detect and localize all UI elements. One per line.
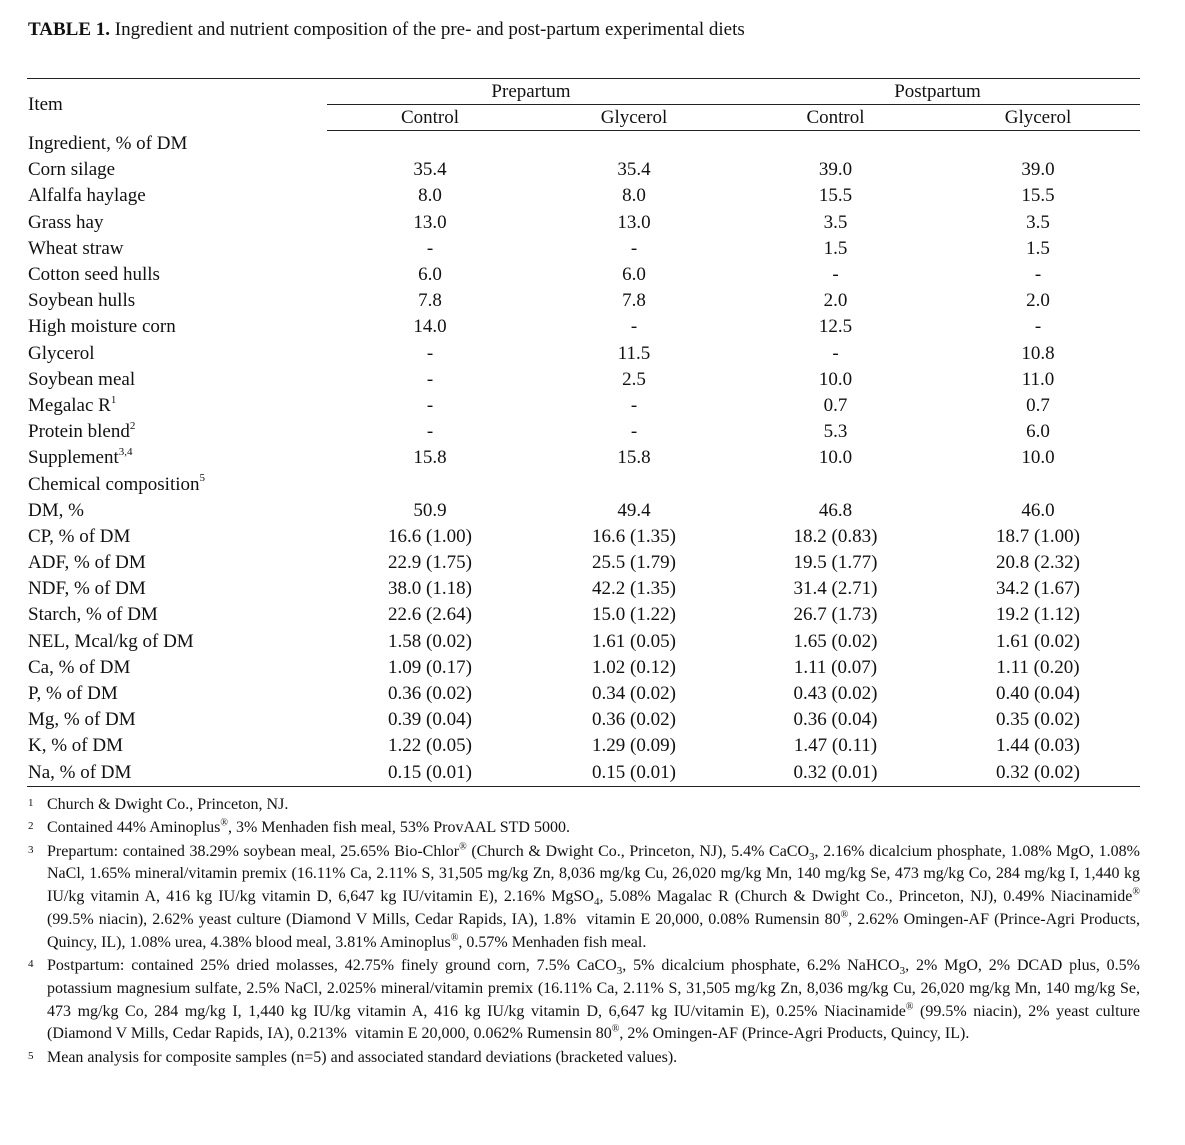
row-label [27,183,327,209]
footnote-text: Postpartum: contained 25% dried molasses, 42.75% finely ground corn, 7.5% CaCO$_3$, 5% dicalcium phosphate, 6.2% NaHCO$_3$, 2% MgO, 2% DCAD plus, 0.5% potassium magnesium sulfate, 2.5% NaCl, 2.025% mineral/vitamin premix (16.11% Ca, 2.11% S, 31,505 mg/kg Zn, 8,036 mg/kg Cu, 26,020 mg/kg Mn, 140 mg/kg Se, 473 mg/kg Co, 284 mg/kg I, 1,440 kg IU/kg vitamin A, 416 kg IU/kg vitamin D, 6,647 kg IU/vitamin E), 0.25% Niacinamide® (99.5% niacin), 2% yeast culture (Diamond V Mills, Cedar Rapids, IA), 0.213% vitamin E 20,000, 0.062% Rumensin 80®, 2% Omingen-AF (Prince-Agri Products, Quincy, IL). [47,957,1141,1043]
cell-value: 15.0 (1.22) [592,604,676,626]
cell-value: 31.4 (2.71) [793,578,878,600]
cell-value: 3.5 [823,211,848,233]
row-label-text: Corn silage [28,159,116,181]
cell-value: 13.0 [413,211,447,233]
table-caption: Ingredient and nutrient composition of the pre- and post-partum experimental diets [114,19,745,40]
table-row [27,629,1140,655]
row-label-text: DM, % [28,499,84,521]
table-title [28,18,745,42]
cell-value: - [630,316,638,338]
cell-value: 1.11 (0.20) [996,656,1080,678]
cell-value: 22.9 (1.75) [388,552,472,574]
cell-value: 0.34 (0.02) [592,683,676,705]
cell-value [327,131,533,158]
footnote-text: Church & Dwight Co., Princeton, NJ. [47,796,289,813]
table-row [27,707,1140,733]
cell-value: 1.5 [1026,237,1050,259]
cell-value: 8.0 [622,185,646,207]
cell-value: - [832,264,839,286]
cell-value: 12.5 [818,316,853,338]
row-label [27,367,327,393]
cell-value: 39.0 [1021,159,1055,181]
table-row [27,262,1140,288]
cell-value: 46.8 [818,499,853,521]
cell-value: - [426,368,434,390]
item-header: Item [27,79,327,131]
cell-value: - [630,394,638,416]
cell-value: 1.02 (0.12) [592,656,676,678]
footnote-mark: 4 [28,958,34,971]
row-label-text: NEL, Mcal/kg of DM [28,630,194,652]
row-label [27,576,327,602]
table-row [27,550,1140,576]
row-label-text: K, % of DM [28,735,123,757]
group-prepartum: Prepartum [327,79,735,105]
table-row [27,681,1140,707]
table-row [27,445,1140,471]
cell-value: 5.3 [823,421,848,443]
cell-value: 35.4 [413,159,447,181]
cell-value [936,131,1140,158]
row-label-text: Protein blend [28,421,130,443]
row-label-text: Ca, % of DM [28,656,131,678]
row-label [27,760,327,787]
cell-value: 0.32 (0.01) [735,760,936,787]
footnote-ref: 3,4 [118,446,133,459]
row-label-text: Glycerol [28,342,95,364]
cell-value: 11.5 [617,342,651,364]
cell-value: 0.7 [1026,394,1050,416]
cell-value: 2.5 [622,368,646,390]
cell-value: 10.0 [818,447,853,469]
cell-value: 1.29 (0.09) [592,735,676,757]
footnote-5 [28,1047,1140,1070]
cell-value: 6.0 [418,264,442,286]
cell-value: 0.35 (0.02) [996,709,1080,731]
footnote-4 [28,955,1140,1046]
cell-value: 1.44 (0.03) [996,735,1080,757]
cell-value: 0.15 (0.01) [327,760,533,787]
cell-value: 0.7 [823,394,848,416]
row-label-text: Cotton seed hulls [28,264,160,286]
row-label-text: Na, % of DM [28,761,132,783]
row-label [27,471,327,497]
table-label: TABLE 1. [28,19,111,40]
table-row [27,498,1140,524]
cell-value: 1.5 [823,237,848,259]
group-postpartum: Postpartum [735,79,1140,105]
row-label-text: ADF, % of DM [28,552,146,574]
cell-value: - [630,237,638,259]
cell-value: 0.36 (0.04) [793,709,878,731]
table-row [27,210,1140,236]
cell-value: 10.0 [1021,447,1055,469]
cell-value: 46.0 [1021,499,1055,521]
cell-value: 7.8 [418,290,442,312]
cell-value: 8.0 [418,185,442,207]
cell-value: 6.0 [1026,421,1050,443]
row-label [27,314,327,340]
composition-table [27,78,1140,787]
cell-value: 0.32 (0.02) [936,760,1140,787]
cell-value: 42.2 (1.35) [592,578,676,600]
row-label [27,707,327,733]
cell-value [533,471,735,497]
cell-value [735,471,936,497]
row-label-text: High moisture corn [28,316,176,338]
cell-value: 34.2 (1.67) [996,578,1080,600]
subheader-prepartum-glycerol: Glycerol [533,105,735,131]
row-label [27,524,327,550]
cell-value: 15.8 [617,447,651,469]
row-label-text: Ingredient, % of DM [28,132,188,154]
cell-value: 7.8 [622,290,646,312]
cell-value [533,131,735,158]
row-label [27,419,327,445]
cell-value: 0.36 (0.02) [388,683,472,705]
section-row [27,471,1140,497]
cell-value: - [1034,316,1042,338]
subheader-prepartum-control: Control [327,105,533,131]
cell-value: 0.43 (0.02) [793,683,878,705]
cell-value: 1.61 (0.02) [996,630,1080,652]
cell-value: 16.6 (1.00) [388,525,472,547]
table-row [27,393,1140,419]
cell-value: 15.8 [413,447,447,469]
row-label [27,341,327,367]
cell-value: 16.6 (1.35) [592,525,676,547]
cell-value: 25.5 (1.79) [592,552,676,574]
row-label [27,262,327,288]
cell-value: - [426,394,434,416]
cell-value: 49.4 [617,499,651,521]
row-label-text: Soybean meal [28,368,136,390]
footnote-3 [28,841,1140,955]
cell-value: 1.58 (0.02) [388,630,472,652]
cell-value: 20.8 (2.32) [996,552,1080,574]
subheader-postpartum-control: Control [735,105,936,131]
cell-value: 38.0 (1.18) [388,578,472,600]
cell-value: 22.6 (2.64) [388,604,472,626]
table-row [27,341,1140,367]
cell-value: 6.0 [622,264,646,286]
footnote-text: Mean analysis for composite samples (n=5) and associated standard deviations (bracketed values). [47,1048,678,1066]
row-label [27,210,327,236]
footnote-1 [28,794,1140,817]
cell-value [327,471,533,497]
row-label-text: P, % of DM [28,683,118,705]
table-row [27,524,1140,550]
row-label-text: Starch, % of DM [28,604,158,626]
row-label-text: Wheat straw [28,237,124,259]
cell-value: 50.9 [413,499,447,521]
cell-value: 19.2 (1.12) [996,604,1080,626]
row-label [27,655,327,681]
cell-value: 1.22 (0.05) [388,735,472,757]
row-label [27,157,327,183]
row-label [27,288,327,314]
footnote-ref: 5 [199,472,206,485]
row-label-text: Alfalfa haylage [28,185,146,207]
cell-value: 1.11 (0.07) [793,656,878,678]
cell-value: 1.09 (0.17) [388,656,472,678]
footnote-mark: 1 [28,797,34,809]
row-label [27,445,327,471]
header-row-groups [27,79,1140,105]
table-row [27,419,1140,445]
cell-value: 18.2 (0.83) [793,525,878,547]
cell-value [735,131,936,158]
row-label [27,629,327,655]
cell-value: - [1034,264,1042,286]
footnote-2 [28,817,1140,840]
cell-value: 2.0 [823,290,848,312]
cell-value: 35.4 [617,159,651,181]
row-label-text: Supplement [28,447,119,469]
table-row [27,183,1140,209]
row-label [27,498,327,524]
subheader-postpartum-glycerol: Glycerol [936,105,1140,131]
cell-value: 0.39 (0.04) [388,709,472,731]
table-row [27,602,1140,628]
row-label-text: CP, % of DM [28,525,131,547]
cell-value: 15.5 [1021,185,1055,207]
section-row [27,131,1140,158]
row-label [27,131,327,158]
cell-value: 14.0 [413,316,447,338]
row-label [27,550,327,576]
row-label [27,393,327,419]
row-label-text: Soybean hulls [28,290,136,312]
cell-value [936,471,1140,497]
row-label-text: Chemical composition [28,473,200,495]
footnote-text: Prepartum: contained 38.29% soybean meal, 25.65% Bio-Chlor® (Church & Dwight Co., Princeton, NJ), 5.4% CaCO$_3$, 2.16% dicalcium phosphate, 1.08% MgO, 1.08% NaCl, 1.65% mineral/vitamin premix (16.11% Ca, 2.11% S, 31,505 mg/kg Zn, 8,036 mg/kg Cu, 26,020 mg/kg Mn, 140 mg/kg Se, 473 mg/kg Co, 284 mg/kg I, 1,440 kg IU/kg vitamin A, 416 kg IU/kg vitamin D, 6,647 kg IU/vitamin E), 2.16% MgSO$_4$, 5.08% Magalac R (Church & Dwight Co., Princeton, NJ), 0.49% Niacinamide® (99.5% niacin), 2.62% yeast culture (Diamond V Mills, Cedar Rapids, IA), 1.8% vitamin E 20,000, 0.08% Rumensin 80®, 2.62% Omingen-AF (Prince-Agri Products, Quincy, IL), 1.08% urea, 4.38% blood meal, 3.81% Aminoplus®, 0.57% Menhaden fish meal. [47,841,1141,951]
footnote-text: Contained 44% Aminoplus®, 3% Menhaden fish meal, 53% ProvAAL STD 5000. [47,817,570,837]
table-row [27,367,1140,393]
cell-value: 2.0 [1026,290,1050,312]
cell-value: 26.7 (1.73) [793,604,878,626]
cell-value: 3.5 [1026,211,1050,233]
cell-value: 0.36 (0.02) [592,709,676,731]
row-label [27,236,327,262]
cell-value: - [630,421,638,443]
cell-value: 1.47 (0.11) [793,735,878,757]
row-label-text: Megalac R [28,394,111,416]
cell-value: 15.5 [818,185,853,207]
table-row [27,655,1140,681]
cell-value: 1.65 (0.02) [793,630,878,652]
cell-value: 19.5 (1.77) [793,552,878,574]
cell-value: - [426,421,434,443]
cell-value: 0.15 (0.01) [533,760,735,787]
table-body [27,131,1140,787]
table-row [27,288,1140,314]
cell-value: - [426,342,434,364]
cell-value: 1.61 (0.05) [592,630,676,652]
table-row [27,760,1140,787]
cell-value: 39.0 [818,159,853,181]
footnote-ref: 1 [110,393,117,406]
table-row [27,733,1140,759]
footnote-mark: 3 [28,843,34,856]
row-label [27,733,327,759]
row-label-text: Mg, % of DM [28,709,136,731]
row-label-text: Grass hay [28,211,104,233]
cell-value: 10.0 [818,368,853,390]
footnote-mark: 5 [28,1049,34,1062]
cell-value: 10.8 [1021,342,1055,364]
table-row [27,157,1140,183]
cell-value: 0.40 (0.04) [996,683,1080,705]
table-row [27,576,1140,602]
table-row [27,314,1140,340]
footnote-ref: 2 [129,419,136,432]
cell-value: - [426,237,434,259]
footnotes [28,794,1140,1070]
cell-value: 18.7 (1.00) [996,525,1080,547]
cell-value: 13.0 [617,211,651,233]
footnote-mark: 2 [28,820,34,833]
row-label [27,602,327,628]
cell-value: - [832,342,839,364]
cell-value: 11.0 [1021,368,1055,390]
row-label [27,681,327,707]
table-row [27,236,1140,262]
row-label-text: NDF, % of DM [28,578,146,600]
